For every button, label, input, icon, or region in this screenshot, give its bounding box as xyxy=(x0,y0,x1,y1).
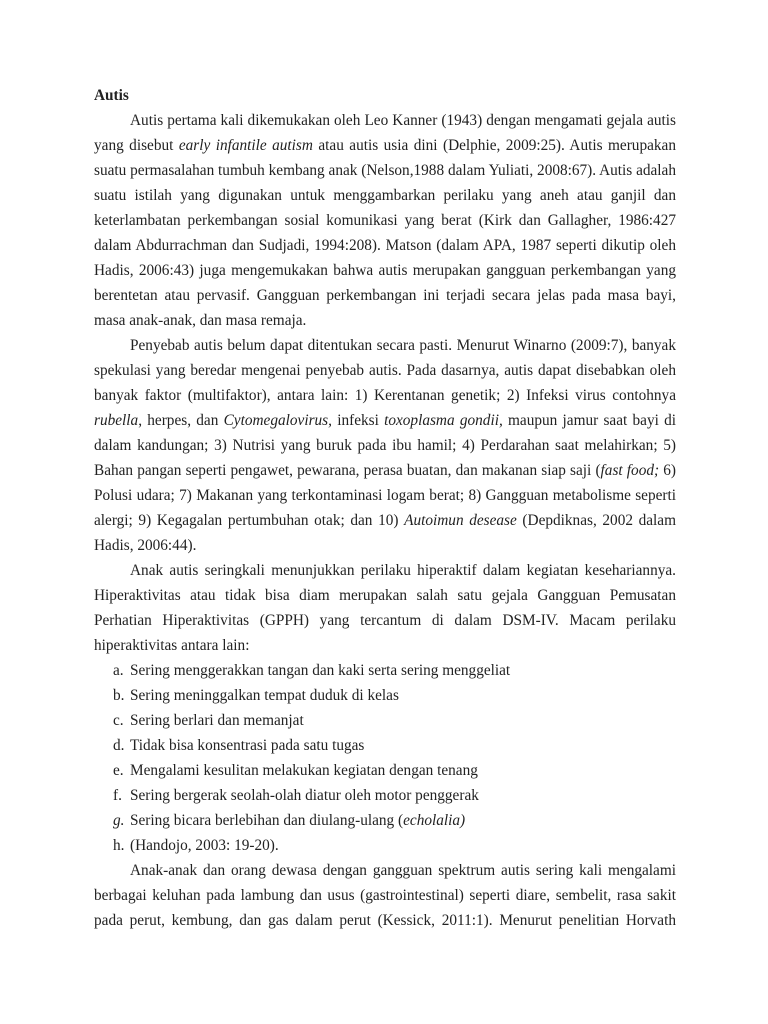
list-marker: a. xyxy=(113,662,124,679)
list-marker: f. xyxy=(113,787,122,804)
text-run: infeksi xyxy=(331,412,385,429)
text-run: Mengalami kesulitan melakukan kegiatan dengan tenang xyxy=(130,762,478,779)
text-run: (Depdiknas, 2002 dalam Hadis, 2006:44). xyxy=(94,512,676,554)
list-marker: b. xyxy=(113,687,125,704)
italic-text-run: echolalia) xyxy=(403,812,466,829)
list-item xyxy=(94,783,676,808)
list-item-text xyxy=(130,687,399,704)
list-item xyxy=(94,833,676,858)
text-run: Anak-anak dan orang dewasa dengan gangguan spektrum autis sering kali mengalami berbagai keluhan pada lambung dan usus (gastrointestinal) seperti diare, sembelit, rasa sakit pada perut, kembung, dan gas dalam perut (Kessick, 2011:1). Menurut penelitian Horvath xyxy=(94,862,676,929)
text-run: 6) Polusi udara; 7) Makanan yang terkontaminasi logam berat; 8) Gangguan metabolisme seperti alergi; 9) Kegagalan pertumbuhan otak; dan 10) xyxy=(94,462,676,529)
list-marker: e. xyxy=(113,762,124,779)
text-run: Penyebab autis belum dapat ditentukan secara pasti. Menurut Winarno (2009:7), banyak spekulasi yang beredar mengenai penyebab autis. Pada dasarnya, autis dapat disebabkan oleh banyak faktor (multifaktor), antara lain: 1) Kerentanan genetik; 2) Infeksi virus contohnya xyxy=(94,337,676,404)
text-run: Sering menggerakkan tangan dan kaki serta sering menggeliat xyxy=(130,662,511,679)
text-run: Sering berlari dan memanjat xyxy=(130,712,304,729)
text-run: Sering bicara berlebihan dan diulang-ulang ( xyxy=(130,812,404,829)
paragraph-gastrointestinal xyxy=(94,858,676,933)
list-item xyxy=(94,758,676,783)
list-item-text xyxy=(130,812,465,829)
document-page xyxy=(94,83,676,933)
list-marker: d. xyxy=(113,737,125,754)
italic-text-run: toxoplasma gondii, xyxy=(384,412,503,429)
list-item xyxy=(94,733,676,758)
list-item xyxy=(94,708,676,733)
paragraph-causes xyxy=(94,333,676,558)
list-item-text xyxy=(130,762,478,779)
list-item xyxy=(94,683,676,708)
italic-text-run: rubella xyxy=(94,412,139,429)
list-item-text xyxy=(130,737,364,754)
list-item xyxy=(94,658,676,683)
list-item-text xyxy=(130,662,510,679)
list-item xyxy=(94,808,676,833)
italic-text-run: Cytomegalovirus, xyxy=(223,412,332,429)
text-run: Sering bergerak seolah-olah diatur oleh motor penggerak xyxy=(130,787,479,804)
text-run: Anak autis seringkali menunjukkan perilaku hiperaktif dalam kegiatan kesehariannya. Hiperaktivitas atau tidak bisa diam merupakan salah satu gejala Gangguan Pemusatan Perhatian Hiperaktivitas (GPPH) yang tercantum di dalam DSM-IV. Macam perilaku hiperaktivitas antara lain: xyxy=(94,562,676,654)
list-item-text xyxy=(130,837,279,854)
paragraph-hyperactivity xyxy=(94,558,676,658)
list-marker: c. xyxy=(113,712,124,729)
list-marker: g. xyxy=(113,812,125,829)
text-run: Tidak bisa konsentrasi pada satu tugas xyxy=(130,737,365,754)
list-item-text xyxy=(130,787,479,804)
behavior-list xyxy=(94,658,676,858)
list-marker: h. xyxy=(113,837,125,854)
text-run: Autis pertama kali dikemukakan oleh Leo Kanner (1943) dengan mengamati gejala autis yang disebut xyxy=(94,112,676,154)
text-run: , herpes, dan xyxy=(138,412,224,429)
section-heading: Autis xyxy=(94,87,129,104)
italic-text-run: early infantile autism xyxy=(178,137,313,154)
italic-text-run: Autoimun desease xyxy=(404,512,517,529)
text-run: Sering meninggalkan tempat duduk di kelas xyxy=(130,687,399,704)
text-run: (Handojo, 2003: 19-20). xyxy=(130,837,279,854)
text-run: atau autis usia dini (Delphie, 2009:25). Autis merupakan suatu permasalahan tumbuh kembang anak (Nelson,1988 dalam Yuliati, 2008:67). Autis adalah suatu istilah yang digunakan untuk menggambarkan perilaku yang aneh atau ganjil dan keterlambatan perkembangan sosial komunikasi yang berat (Kirk dan Gallagher, 1986:427 dalam Abdurrachman dan Sudjadi, 1994:208). Matson (dalam APA, 1987 seperti dikutip oleh Hadis, 2006:43) juga mengemukakan bahwa autis merupakan gangguan perkembangan yang berentetan atau pervasif. Gangguan perkembangan ini terjadi secara jelas pada masa bayi, masa anak-anak, dan masa remaja. xyxy=(94,137,676,329)
text-run: maupun jamur saat bayi di dalam kandungan; 3) Nutrisi yang buruk pada ibu hamil; 4) Perdarahan saat melahirkan; 5) Bahan pangan seperti pengawet, pewarana, perasa buatan, dan makanan siap saji ( xyxy=(94,412,676,479)
italic-text-run: fast food; xyxy=(600,462,660,479)
paragraph-definition xyxy=(94,108,676,333)
list-item-text xyxy=(130,712,304,729)
